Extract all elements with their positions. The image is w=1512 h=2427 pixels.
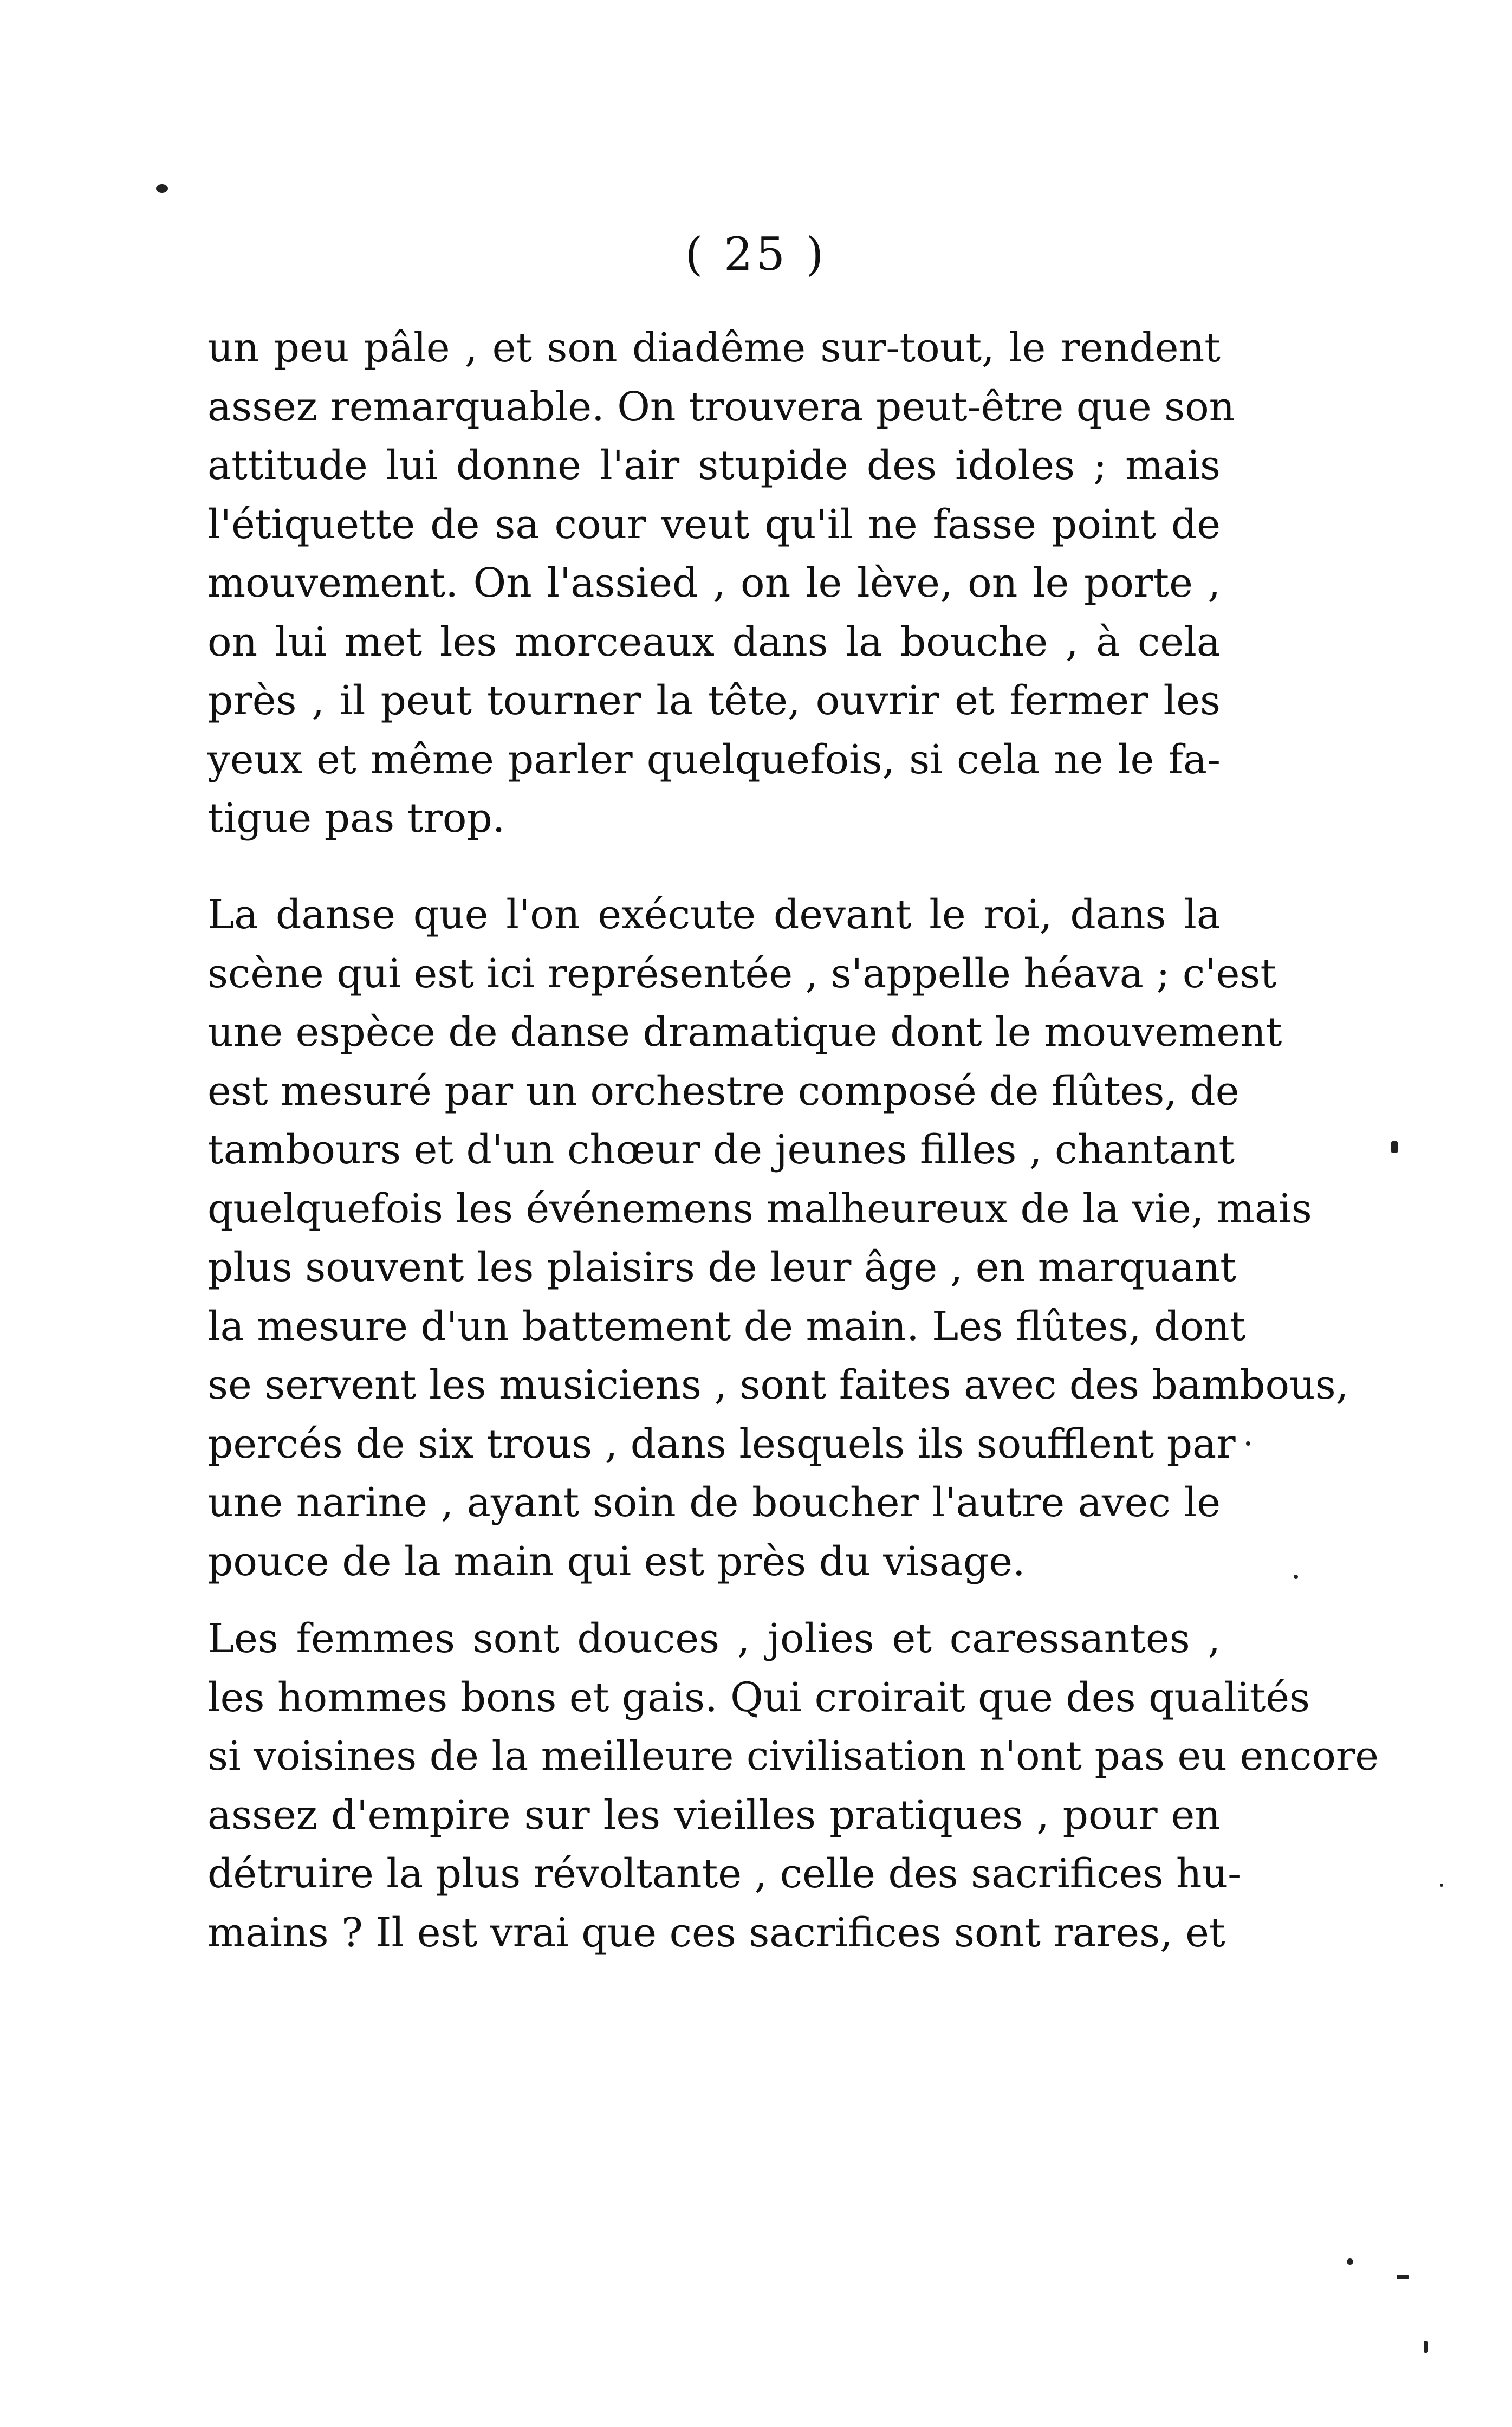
text-line: attitude lui donne l'air stupide des idoles ; mais	[207, 442, 1221, 489]
text-line: près , il peut tourner la tête, ouvrir et fermer les	[207, 677, 1221, 724]
text-line: Les femmes sont douces , jolies et caressantes ,	[207, 1615, 1221, 1662]
ink-speck	[1347, 2258, 1353, 2265]
text-line: pouce de la main qui est près du visage.	[207, 1538, 1026, 1585]
text-line: quelquefois les événemens malheureux de la vie, mais	[207, 1185, 1312, 1232]
text-line: détruire la plus révoltante , celle des sacrifices hu-	[207, 1850, 1242, 1897]
text-line: les hommes bons et gais. Qui croirait que des qualités	[207, 1674, 1310, 1721]
text-line: mouvement. On l'assied , on le lève, on le porte ,	[207, 560, 1221, 606]
ink-speck	[1294, 1575, 1298, 1579]
ink-speck	[156, 184, 168, 193]
ink-speck	[1397, 2275, 1409, 2279]
paragraph-2	[207, 885, 1349, 1591]
text-line: si voisines de la meilleure civilisation n'ont pas eu encore	[207, 1733, 1379, 1779]
text-line: une narine , ayant soin de boucher l'autre avec le	[207, 1479, 1221, 1526]
text-line: une espèce de danse dramatique dont le mouvement	[207, 1009, 1282, 1056]
page-number: ( 25 )	[685, 228, 827, 281]
text-line: scène qui est ici représentée , s'appelle héava ; c'est	[207, 950, 1277, 997]
paragraph-3	[207, 1609, 1379, 1962]
text-line: tambours et d'un chœur de jeunes filles , chantant	[207, 1127, 1235, 1173]
text-line: assez remarquable. On trouvera peut-être que son	[207, 383, 1235, 430]
text-line: on lui met les morceaux dans la bouche , à cela	[207, 618, 1221, 665]
text-line: assez d'empire sur les vieilles pratiques , pour en	[207, 1791, 1221, 1839]
ink-speck	[1391, 1141, 1398, 1153]
text-line: plus souvent les plaisirs de leur âge , en marquant	[207, 1244, 1236, 1291]
text-line: mains ? Il est vrai que ces sacrifices sont rares, et	[207, 1909, 1225, 1956]
paragraph-1	[207, 319, 1235, 848]
ink-speck	[1246, 1441, 1250, 1446]
text-line: un peu pâle , et son diadême sur-tout, le rendent	[207, 325, 1221, 371]
ink-speck	[1424, 2341, 1428, 2353]
text-line: se servent les musiciens , sont faites avec des bambous,	[207, 1362, 1349, 1408]
text-line: percés de six trous , dans lesquels ils soufflent par	[207, 1420, 1236, 1467]
ink-speck	[1440, 1884, 1443, 1887]
text-line: tigue pas trop.	[207, 795, 505, 842]
text-line: l'étiquette de sa cour veut qu'il ne fasse point de	[207, 501, 1221, 548]
text-line: la mesure d'un battement de main. Les flûtes, dont	[207, 1303, 1246, 1350]
text-line: yeux et même parler quelquefois, si cela ne le fa-	[207, 736, 1221, 783]
text-line: La danse que l'on exécute devant le roi, dans la	[207, 891, 1221, 938]
text-line: est mesuré par un orchestre composé de flûtes, de	[207, 1067, 1240, 1115]
